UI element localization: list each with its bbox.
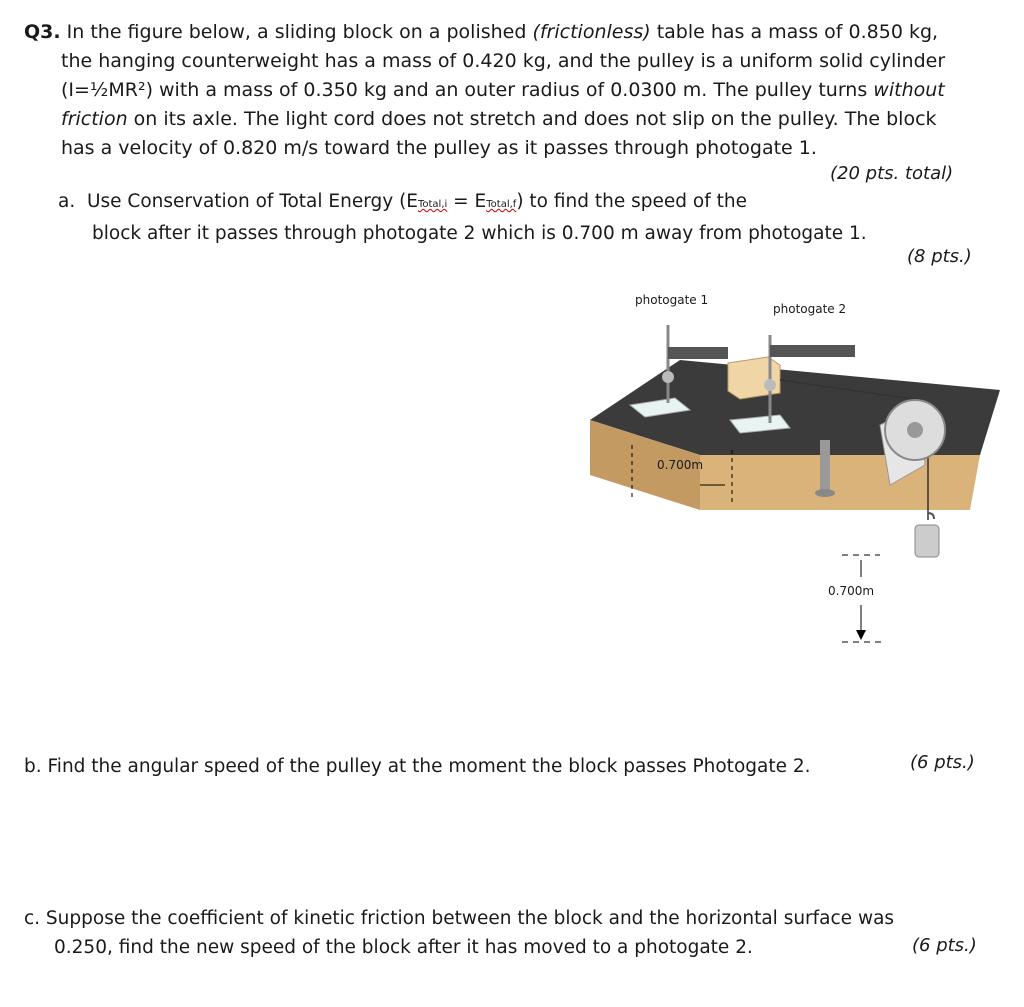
table-clamp	[820, 440, 830, 490]
horizontal-distance-label: 0.700m	[657, 458, 704, 472]
pulley-axle	[907, 422, 923, 438]
part-c-points: (6 pts.)	[912, 935, 977, 956]
question-line-2: the hanging counterweight has a mass of 0.420 kg, and the pulley is a uniform solid cylinder	[61, 50, 946, 72]
question-text	[24, 18, 1004, 163]
apparatus-figure	[580, 285, 1000, 660]
table-front	[700, 455, 980, 510]
apparatus-illustration	[580, 285, 1000, 660]
dim-arrow-head	[856, 630, 866, 640]
total-points: (20 pts. total)	[830, 163, 954, 184]
part-a	[58, 187, 958, 248]
question-number: Q3.	[24, 21, 61, 43]
photogate-1-clamp	[662, 371, 674, 383]
photogate-1-arm	[668, 347, 728, 359]
part-b-points: (6 pts.)	[910, 752, 975, 773]
part-c	[24, 904, 994, 962]
sliding-block	[728, 357, 780, 399]
question-line-4: friction on its axle. The light cord does not stretch and does not slip on the pulley. The block	[61, 108, 937, 130]
question-line-3: (I=½MR²) with a mass of 0.350 kg and an outer radius of 0.0300 m. The pulley turns without	[61, 79, 945, 101]
part-a-points: (8 pts.)	[907, 246, 972, 267]
part-a-line-2: block after it passes through photogate 2 which is 0.700 m away from photogate 1.	[92, 223, 867, 244]
part-c-line-1: c. Suppose the coefficient of kinetic friction between the block and the horizontal surface was	[24, 908, 895, 929]
photogate-2-arm	[770, 345, 855, 357]
part-c-line-2: 0.250, find the new speed of the block after it has moved to a photogate 2.	[54, 937, 753, 958]
question-line-5: has a velocity of 0.820 m/s toward the pulley as it passes through photogate 1.	[61, 137, 817, 159]
part-a-line-1: a. Use Conservation of Total Energy (ETotal,i = ETotal,f) to find the speed of the	[58, 191, 747, 212]
vertical-distance-label: 0.700m	[828, 584, 875, 598]
part-b: b. Find the angular speed of the pulley at the moment the block passes Photogate 2.	[24, 756, 811, 777]
photogate-1-label: photogate 1	[635, 293, 709, 307]
clamp-foot	[815, 489, 835, 497]
weight-hook	[928, 513, 934, 519]
hanging-counterweight	[915, 525, 939, 557]
photogate-2-label: photogate 2	[773, 302, 847, 316]
question-line-1: Q3. In the figure below, a sliding block on a polished (frictionless) table has a mass of 0.850 kg,	[24, 21, 939, 43]
photogate-2-clamp	[764, 379, 776, 391]
